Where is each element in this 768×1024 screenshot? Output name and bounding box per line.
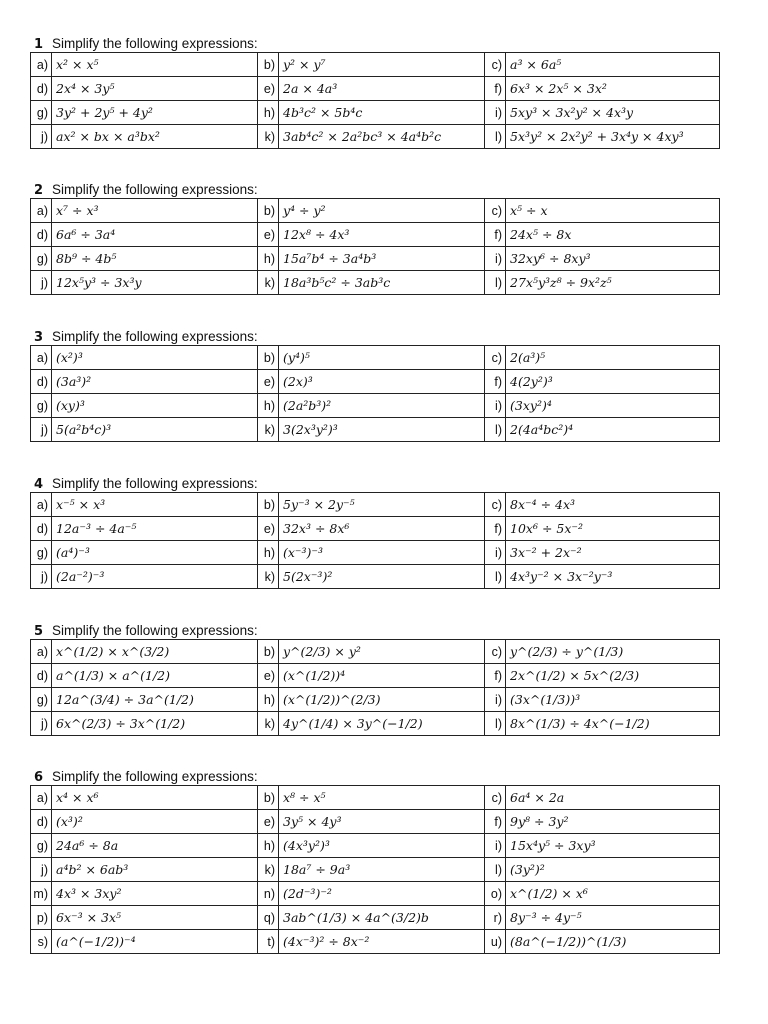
question-label: k) [258, 858, 279, 882]
question-expression: y^(2/3) ÷ y^(1/3) [506, 640, 720, 664]
question-expression: 18a⁷ ÷ 9a³ [279, 858, 485, 882]
question-label: c) [485, 786, 506, 810]
question-expression: 6x^(2/3) ÷ 3x^(1/2) [52, 712, 258, 736]
question-label: m) [31, 882, 52, 906]
question-expression: x⁴ × x⁶ [52, 786, 258, 810]
question-expression: 4b³c² × 5b⁴c [279, 101, 485, 125]
exercise-table [30, 785, 720, 954]
question-expression: (4x³y²)³ [279, 834, 485, 858]
question-expression: 3x⁻² + 2x⁻² [506, 541, 720, 565]
exercise-section-5 [30, 623, 719, 736]
question-label: g) [31, 101, 52, 125]
question-label: e) [258, 810, 279, 834]
table-row [31, 394, 720, 418]
question-expression: 4(2y²)³ [506, 370, 720, 394]
question-label: t) [258, 930, 279, 954]
table-row [31, 101, 720, 125]
question-label: a) [31, 640, 52, 664]
question-label: i) [485, 101, 506, 125]
question-label: l) [485, 565, 506, 589]
question-expression: (a⁴)⁻³ [52, 541, 258, 565]
question-expression: 18a³b⁵c² ÷ 3ab³c [279, 271, 485, 295]
question-label: a) [31, 199, 52, 223]
table-row [31, 418, 720, 442]
question-expression: 5x³y² × 2x²y² + 3x⁴y × 4xy³ [506, 125, 720, 149]
question-label: e) [258, 77, 279, 101]
table-row [31, 493, 720, 517]
question-expression: (y⁴)⁵ [279, 346, 485, 370]
question-label: i) [485, 834, 506, 858]
question-label: b) [258, 53, 279, 77]
table-row [31, 271, 720, 295]
table-row [31, 640, 720, 664]
question-label: d) [31, 517, 52, 541]
section-instruction: Simplify the following expressions: [52, 769, 258, 784]
question-expression: 12a^(3/4) ÷ 3a^(1/2) [52, 688, 258, 712]
question-label: f) [485, 370, 506, 394]
question-label: i) [485, 541, 506, 565]
section-instruction: Simplify the following expressions: [52, 623, 258, 638]
question-label: g) [31, 688, 52, 712]
exercise-section-4 [30, 476, 719, 589]
section-heading [30, 476, 719, 492]
question-expression: (x³)² [52, 810, 258, 834]
section-heading [30, 623, 719, 639]
question-expression: 5xy³ × 3x²y² × 4x³y [506, 101, 720, 125]
question-label: d) [31, 77, 52, 101]
question-label: r) [485, 906, 506, 930]
question-expression: (2a⁻²)⁻³ [52, 565, 258, 589]
question-label: h) [258, 101, 279, 125]
section-number: 1 [34, 37, 44, 52]
question-label: j) [31, 418, 52, 442]
table-row [31, 247, 720, 271]
table-row [31, 541, 720, 565]
question-expression: (xy)³ [52, 394, 258, 418]
question-label: a) [31, 786, 52, 810]
exercise-table [30, 639, 720, 736]
question-expression: 2x⁴ × 3y⁵ [52, 77, 258, 101]
question-expression: x⁷ ÷ x³ [52, 199, 258, 223]
question-expression: (3y²)² [506, 858, 720, 882]
exercise-table [30, 492, 720, 589]
question-expression: 3ab^(1/3) × 4a^(3/2)b [279, 906, 485, 930]
question-expression: 6x³ × 2x⁵ × 3x² [506, 77, 720, 101]
question-expression: y² × y⁷ [279, 53, 485, 77]
question-expression: (2x)³ [279, 370, 485, 394]
question-label: k) [258, 712, 279, 736]
question-expression: (x²)³ [52, 346, 258, 370]
question-expression: 2a × 4a³ [279, 77, 485, 101]
exercise-section-6 [30, 769, 719, 954]
question-label: l) [485, 418, 506, 442]
question-expression: y^(2/3) × y² [279, 640, 485, 664]
question-label: a) [31, 53, 52, 77]
table-row [31, 565, 720, 589]
table-row [31, 906, 720, 930]
question-expression: 8b⁹ ÷ 4b⁵ [52, 247, 258, 271]
table-row [31, 199, 720, 223]
question-label: s) [31, 930, 52, 954]
question-label: e) [258, 370, 279, 394]
question-label: h) [258, 247, 279, 271]
section-instruction: Simplify the following expressions: [52, 36, 258, 51]
question-label: h) [258, 394, 279, 418]
question-expression: 9y⁸ ÷ 3y² [506, 810, 720, 834]
question-label: i) [485, 394, 506, 418]
section-number: 5 [34, 624, 44, 639]
question-label: d) [31, 810, 52, 834]
exercise-table [30, 52, 720, 149]
question-label: a) [31, 493, 52, 517]
table-row [31, 810, 720, 834]
question-expression: 8x^(1/3) ÷ 4x^(−1/2) [506, 712, 720, 736]
question-expression: 3ab⁴c² × 2a²bc³ × 4a⁴b²c [279, 125, 485, 149]
question-expression: a⁴b² × 6ab³ [52, 858, 258, 882]
question-label: k) [258, 565, 279, 589]
table-row [31, 858, 720, 882]
question-label: k) [258, 125, 279, 149]
question-expression: 2x^(1/2) × 5x^(2/3) [506, 664, 720, 688]
question-label: c) [485, 346, 506, 370]
question-expression: 3y⁵ × 4y³ [279, 810, 485, 834]
question-expression: (3a³)² [52, 370, 258, 394]
question-label: o) [485, 882, 506, 906]
exercise-table [30, 345, 720, 442]
question-expression: 3y² + 2y⁵ + 4y² [52, 101, 258, 125]
question-expression: (x⁻³)⁻³ [279, 541, 485, 565]
question-label: d) [31, 223, 52, 247]
question-label: j) [31, 565, 52, 589]
question-label: b) [258, 493, 279, 517]
question-label: f) [485, 810, 506, 834]
section-instruction: Simplify the following expressions: [52, 182, 258, 197]
question-label: j) [31, 712, 52, 736]
exercise-section-3 [30, 329, 719, 442]
table-row [31, 370, 720, 394]
question-label: c) [485, 53, 506, 77]
question-expression: a^(1/3) × a^(1/2) [52, 664, 258, 688]
table-row [31, 712, 720, 736]
question-label: n) [258, 882, 279, 906]
question-expression: (4x⁻³)² ÷ 8x⁻² [279, 930, 485, 954]
question-expression: 2(4a⁴bc²)⁴ [506, 418, 720, 442]
table-row [31, 688, 720, 712]
question-expression: x⁻⁵ × x³ [52, 493, 258, 517]
question-expression: x^(1/2) × x⁶ [506, 882, 720, 906]
question-label: p) [31, 906, 52, 930]
section-heading [30, 329, 719, 345]
question-label: d) [31, 370, 52, 394]
question-expression: 5(2x⁻³)² [279, 565, 485, 589]
question-label: k) [258, 271, 279, 295]
question-expression: 5y⁻³ × 2y⁻⁵ [279, 493, 485, 517]
question-expression: 5(a²b⁴c)³ [52, 418, 258, 442]
question-label: f) [485, 77, 506, 101]
question-expression: 2(a³)⁵ [506, 346, 720, 370]
question-expression: 12x⁵y³ ÷ 3x³y [52, 271, 258, 295]
question-expression: 8x⁻⁴ ÷ 4x³ [506, 493, 720, 517]
question-label: a) [31, 346, 52, 370]
question-expression: (x^(1/2))^(2/3) [279, 688, 485, 712]
question-label: i) [485, 688, 506, 712]
exercise-table [30, 198, 720, 295]
question-expression: x⁸ ÷ x⁵ [279, 786, 485, 810]
question-expression: a³ × 6a⁵ [506, 53, 720, 77]
question-expression: 6x⁻³ × 3x⁵ [52, 906, 258, 930]
question-expression: 24x⁵ ÷ 8x [506, 223, 720, 247]
question-expression: ax² × bx × a³bx² [52, 125, 258, 149]
question-label: b) [258, 786, 279, 810]
question-label: e) [258, 223, 279, 247]
question-expression: (3xy²)⁴ [506, 394, 720, 418]
section-heading [30, 36, 719, 52]
question-label: g) [31, 394, 52, 418]
question-expression: 15a⁷b⁴ ÷ 3a⁴b³ [279, 247, 485, 271]
table-row [31, 125, 720, 149]
question-expression: 10x⁶ ÷ 5x⁻² [506, 517, 720, 541]
question-expression: (2d⁻³)⁻² [279, 882, 485, 906]
question-label: l) [485, 712, 506, 736]
question-expression: y⁴ ÷ y² [279, 199, 485, 223]
exercise-section-2 [30, 182, 719, 295]
question-expression: (2a²b³)² [279, 394, 485, 418]
question-expression: x^(1/2) × x^(3/2) [52, 640, 258, 664]
question-expression: (x^(1/2))⁴ [279, 664, 485, 688]
table-row [31, 517, 720, 541]
question-label: l) [485, 125, 506, 149]
question-label: f) [485, 664, 506, 688]
question-label: c) [485, 493, 506, 517]
question-expression: 3(2x³y²)³ [279, 418, 485, 442]
question-label: g) [31, 247, 52, 271]
question-expression: 12a⁻³ ÷ 4a⁻⁵ [52, 517, 258, 541]
question-label: h) [258, 688, 279, 712]
question-expression: x² × x⁵ [52, 53, 258, 77]
table-row [31, 930, 720, 954]
section-heading [30, 769, 719, 785]
question-label: h) [258, 834, 279, 858]
question-label: b) [258, 346, 279, 370]
question-label: b) [258, 640, 279, 664]
question-label: l) [485, 858, 506, 882]
question-expression: 4x³y⁻² × 3x⁻²y⁻³ [506, 565, 720, 589]
question-expression: 4y^(1/4) × 3y^(−1/2) [279, 712, 485, 736]
question-expression: 15x⁴y⁵ ÷ 3xy³ [506, 834, 720, 858]
question-label: j) [31, 125, 52, 149]
question-expression: 32x³ ÷ 8x⁶ [279, 517, 485, 541]
table-row [31, 346, 720, 370]
section-instruction: Simplify the following expressions: [52, 329, 258, 344]
question-label: b) [258, 199, 279, 223]
table-row [31, 882, 720, 906]
section-number: 3 [34, 330, 44, 345]
question-expression: 12x⁸ ÷ 4x³ [279, 223, 485, 247]
question-expression: 32xy⁶ ÷ 8xy³ [506, 247, 720, 271]
question-expression: (8a^(−1/2))^(1/3) [506, 930, 720, 954]
question-label: c) [485, 640, 506, 664]
question-expression: 4x³ × 3xy² [52, 882, 258, 906]
section-number: 6 [34, 770, 44, 785]
question-label: d) [31, 664, 52, 688]
question-label: e) [258, 664, 279, 688]
question-label: u) [485, 930, 506, 954]
question-label: h) [258, 541, 279, 565]
section-number: 2 [34, 183, 44, 198]
question-label: j) [31, 271, 52, 295]
question-label: q) [258, 906, 279, 930]
question-label: e) [258, 517, 279, 541]
question-expression: (a^(−1/2))⁻⁴ [52, 930, 258, 954]
question-expression: 6a⁴ × 2a [506, 786, 720, 810]
section-instruction: Simplify the following expressions: [52, 476, 258, 491]
question-label: j) [31, 858, 52, 882]
table-row [31, 664, 720, 688]
section-heading [30, 182, 719, 198]
question-expression: x⁵ ÷ x [506, 199, 720, 223]
question-label: g) [31, 834, 52, 858]
table-row [31, 223, 720, 247]
question-label: k) [258, 418, 279, 442]
table-row [31, 786, 720, 810]
question-expression: (3x^(1/3))³ [506, 688, 720, 712]
section-number: 4 [34, 477, 44, 492]
question-label: i) [485, 247, 506, 271]
table-row [31, 77, 720, 101]
question-expression: 6a⁶ ÷ 3a⁴ [52, 223, 258, 247]
question-label: f) [485, 517, 506, 541]
question-expression: 27x⁵y³z⁸ ÷ 9x²z⁵ [506, 271, 720, 295]
question-expression: 24a⁶ ÷ 8a [52, 834, 258, 858]
question-label: g) [31, 541, 52, 565]
table-row [31, 834, 720, 858]
exercise-section-1 [30, 36, 719, 149]
question-expression: 8y⁻³ ÷ 4y⁻⁵ [506, 906, 720, 930]
question-label: f) [485, 223, 506, 247]
question-label: l) [485, 271, 506, 295]
table-row [31, 53, 720, 77]
question-label: c) [485, 199, 506, 223]
